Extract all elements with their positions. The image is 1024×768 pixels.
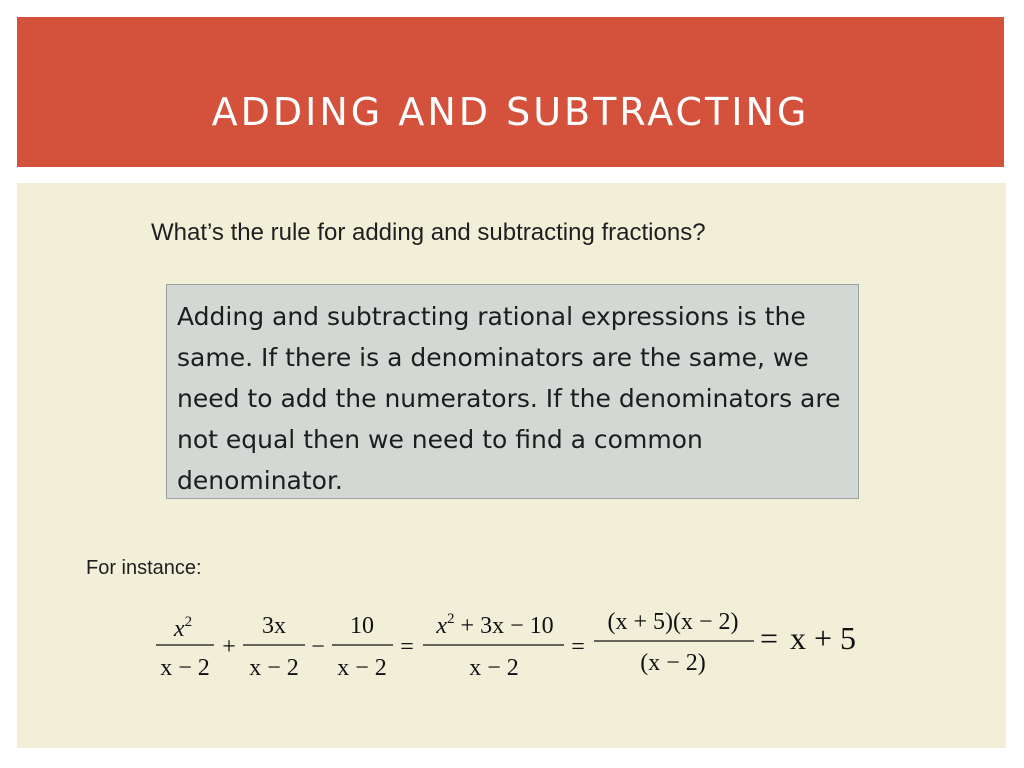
- fraction-3-denominator: x − 2: [337, 655, 387, 681]
- equation: [17, 183, 1006, 748]
- fraction-4-numerator: $x^2 + 3x - 10$: [436, 611, 554, 639]
- plus-operator: +: [222, 634, 236, 660]
- slide-title: ADDING AND SUBTRACTING: [211, 90, 810, 134]
- fraction-1-denominator: x − 2: [160, 655, 210, 681]
- fraction-5-denominator: (x − 2): [640, 650, 706, 676]
- fraction-4-denominator: x − 2: [469, 655, 519, 681]
- fraction-1-numerator: $x^2$: [173, 614, 193, 642]
- equals-operator-1: =: [400, 634, 414, 660]
- rule-text: Adding and subtracting rational expressions is the same. If there is a denominators are the same, we need to add the numerators. If the denominators are not equal then we need to find a common denominator.: [177, 302, 841, 495]
- result-expression: x + 5: [789, 620, 857, 656]
- fraction-2-denominator: x − 2: [249, 655, 299, 681]
- equals-operator-2: =: [571, 634, 585, 660]
- fraction-5-numerator: (x + 5)(x − 2): [607, 609, 739, 635]
- question-text: What’s the rule for adding and subtracting fractions?: [151, 219, 706, 246]
- instance-label: For instance:: [86, 557, 202, 579]
- content-area: [17, 183, 1006, 748]
- fraction-3-numerator: 10: [350, 613, 374, 639]
- minus-operator: −: [311, 634, 325, 660]
- fraction-2-numerator: 3x: [262, 613, 286, 639]
- title-bar: [17, 17, 1004, 167]
- equals-operator-3: =: [759, 620, 779, 656]
